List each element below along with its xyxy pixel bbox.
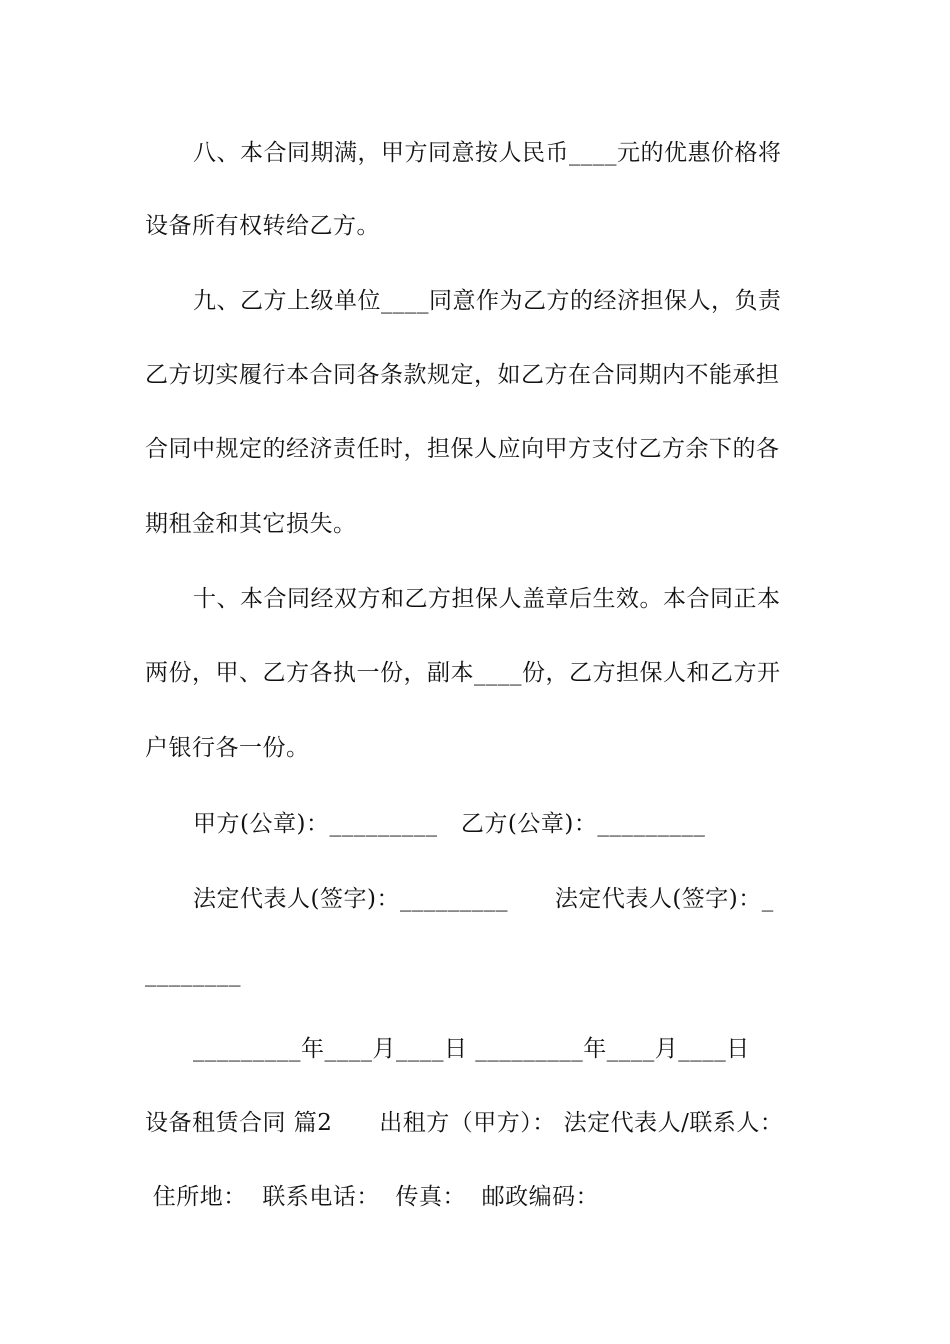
clause-9-line-1: 九、乙方上级单位____同意作为乙方的经济担保人，负责	[193, 288, 782, 314]
clause-8-line-2: 设备所有权转给乙方。	[145, 213, 380, 239]
signature-line: 法定代表人(签字)：_________ 法定代表人(签字)：_	[193, 886, 774, 912]
clause-8-line-1: 八、本合同期满，甲方同意按人民币____元的优惠价格将	[193, 140, 782, 166]
section-2-header-line: 设备租赁合同 篇2 出租方（甲方）： 法定代表人/联系人：	[145, 1110, 784, 1136]
clause-10-line-2: 两份，甲、乙方各执一份，副本____份，乙方担保人和乙方开	[145, 660, 781, 686]
clause-10-line-3: 户银行各一份。	[145, 735, 310, 761]
lessor-contact-line: 住所地： 联系电话： 传真： 邮政编码：	[145, 1184, 600, 1210]
clause-10-line-1: 十、本合同经双方和乙方担保人盖章后生效。本合同正本	[193, 586, 781, 612]
clause-9-line-2: 乙方切实履行本合同各条款规定，如乙方在合同期内不能承担	[145, 362, 780, 388]
clause-9-line-4: 期租金和其它损失。	[145, 511, 357, 537]
seal-line: 甲方(公章)：_________ 乙方(公章)：_________	[193, 811, 706, 837]
date-line: _________年____月____日 _________年____月____日	[193, 1036, 750, 1062]
clause-9-line-3: 合同中规定的经济责任时，担保人应向甲方支付乙方余下的各	[145, 436, 780, 462]
signature-line-continued: ________	[145, 961, 241, 987]
